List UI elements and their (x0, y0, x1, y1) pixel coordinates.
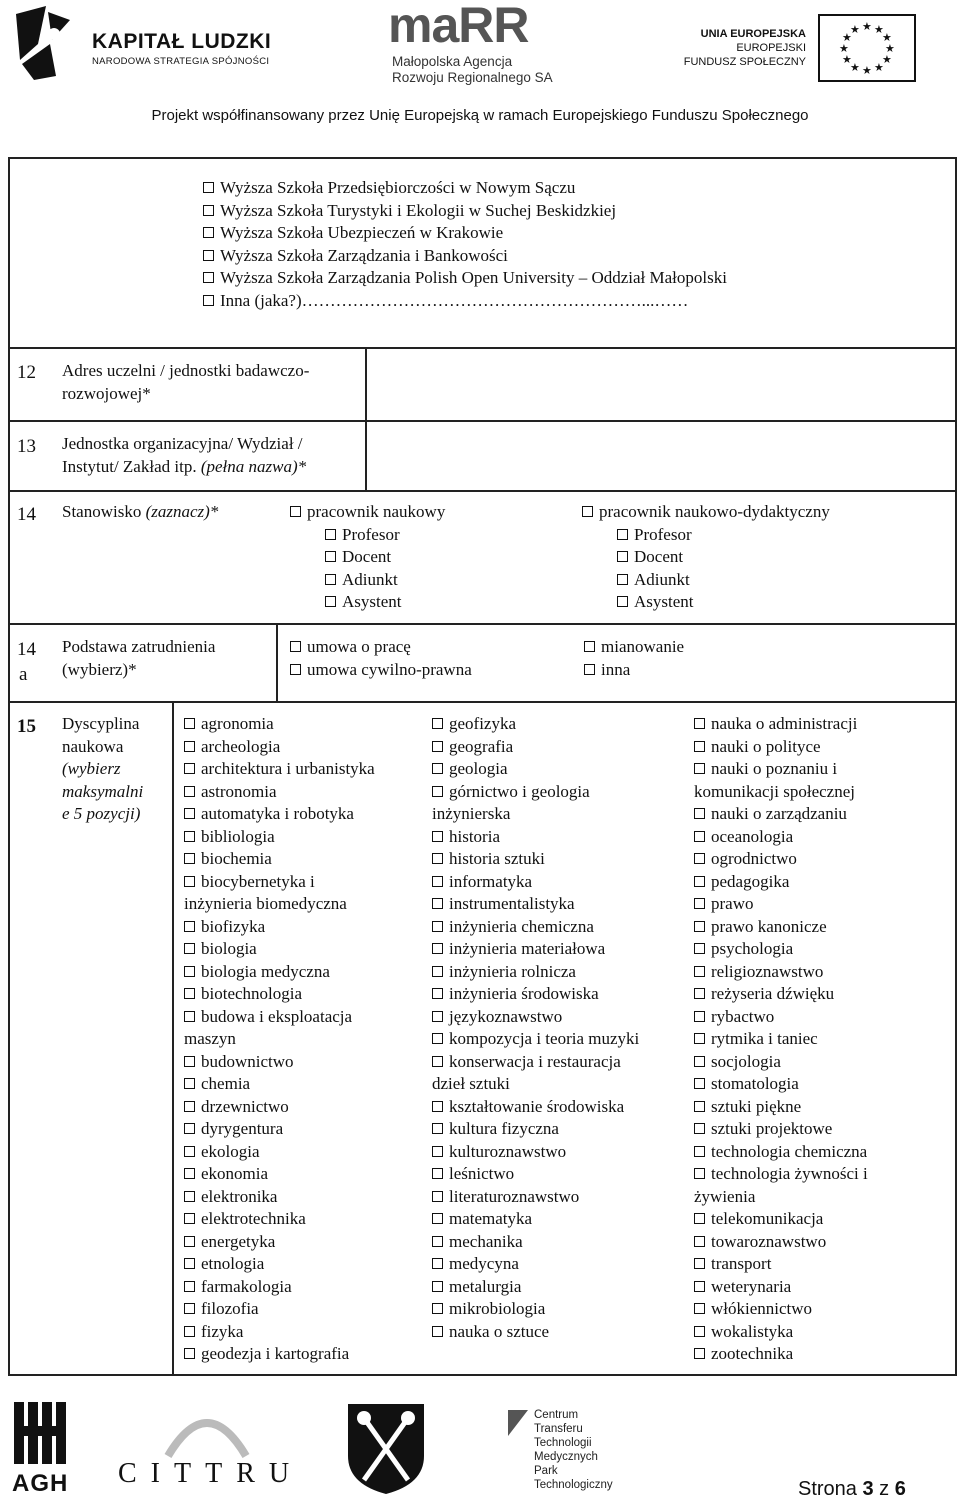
svg-text:★: ★ (842, 31, 852, 44)
discipline-column-1 (184, 713, 375, 1366)
project-note: Projekt współfinansowany przez Unię Europejską w ramach Europejskiego Funduszu Społecznego (151, 107, 809, 124)
checkbox-icon[interactable] (432, 1011, 443, 1022)
checkbox-icon[interactable] (694, 966, 705, 977)
checkbox-icon[interactable] (184, 1101, 195, 1112)
discipline-option[interactable]: nauka o sztuce (432, 1321, 639, 1344)
eu-line3: FUNDUSZ SPOŁECZNY (683, 56, 806, 68)
discipline-option[interactable]: inżynieria materiałowa (432, 938, 639, 961)
checkbox-icon[interactable] (432, 1033, 443, 1044)
row15-label: Dyscyplina naukowa (wybierz maksymalni e 5 pozycji) (62, 714, 144, 823)
checkbox-icon[interactable] (325, 596, 336, 607)
checkbox-icon[interactable] (203, 250, 214, 261)
discipline-option[interactable]: biochemia (184, 848, 375, 871)
row15-divider (172, 701, 174, 1376)
svg-text:★: ★ (842, 53, 852, 66)
jagiellonian-emblem (344, 1400, 428, 1496)
checkbox-icon[interactable] (694, 988, 705, 999)
row13-top-border (8, 420, 957, 422)
discipline-option[interactable]: biocybernetyka i (184, 871, 375, 894)
eu-flag-icon (818, 14, 916, 82)
row14a-label: Podstawa zatrudnienia (wybierz)* (62, 637, 216, 679)
discipline-option[interactable]: socjologia (694, 1051, 868, 1074)
checkbox-icon[interactable] (203, 272, 214, 283)
checkbox-icon[interactable] (584, 641, 595, 652)
discipline-option[interactable]: architektura i urbanistyka (184, 758, 375, 781)
discipline-option[interactable]: konserwacja i restauracja (432, 1051, 639, 1074)
checkbox-icon[interactable] (432, 1213, 443, 1224)
checkbox-icon[interactable] (432, 831, 443, 842)
checkbox-icon[interactable] (432, 853, 443, 864)
checkbox-icon[interactable] (694, 763, 705, 774)
checkbox-icon[interactable] (432, 966, 443, 977)
eu-line1: UNIA EUROPEJSKA (700, 28, 806, 40)
kapital-ludzki-logo (8, 4, 278, 82)
cittru-arc-icon (162, 1400, 252, 1460)
checkbox-icon[interactable] (432, 1326, 443, 1337)
employment-contract[interactable]: umowa o pracę (290, 636, 472, 659)
discipline-option[interactable]: biologia medyczna (184, 961, 375, 984)
discipline-option[interactable]: sztuki projektowe (694, 1118, 868, 1141)
discipline-option[interactable]: prawo (694, 893, 868, 916)
checkbox-icon[interactable] (184, 1123, 195, 1134)
position-didactic-professor[interactable]: Profesor (582, 524, 830, 547)
discipline-option[interactable]: chemia (184, 1073, 375, 1096)
discipline-option[interactable]: budownictwo (184, 1051, 375, 1074)
discipline-option[interactable]: zootechnika (694, 1343, 868, 1366)
marr-line1: Małopolska Agencja (392, 54, 513, 69)
discipline-option[interactable]: dyrygentura (184, 1118, 375, 1141)
discipline-option[interactable]: technologia chemiczna (694, 1141, 868, 1164)
checkbox-icon[interactable] (694, 718, 705, 729)
discipline-option[interactable]: filozofia (184, 1298, 375, 1321)
position-research-adiunkt[interactable]: Adiunkt (290, 569, 445, 592)
discipline-option[interactable]: geofizyka (432, 713, 639, 736)
checkbox-icon[interactable] (694, 921, 705, 932)
checkbox-icon[interactable] (694, 1281, 705, 1292)
checkbox-icon[interactable] (184, 876, 195, 887)
discipline-option[interactable]: górnictwo i geologia (432, 781, 639, 804)
checkbox-icon[interactable] (184, 1056, 195, 1067)
checkbox-icon[interactable] (617, 551, 628, 562)
checkbox-icon[interactable] (694, 1101, 705, 1112)
checkbox-icon[interactable] (694, 876, 705, 887)
checkbox-icon[interactable] (694, 1123, 705, 1134)
checkbox-icon[interactable] (694, 1168, 705, 1179)
row12-top-border (8, 347, 957, 349)
svg-text:★: ★ (850, 61, 860, 74)
checkbox-icon[interactable] (694, 1056, 705, 1067)
checkbox-icon[interactable] (694, 1326, 705, 1337)
marr-line2: Rozwoju Regionalnego SA (392, 70, 553, 85)
checkbox-icon[interactable] (290, 641, 301, 652)
table-left-border (8, 157, 10, 1376)
checkbox-icon[interactable] (694, 1011, 705, 1022)
checkbox-icon[interactable] (184, 718, 195, 729)
position-research-asystent[interactable]: Asystent (290, 591, 445, 614)
checkbox-icon[interactable] (432, 898, 443, 909)
universities-list (203, 177, 727, 312)
discipline-option[interactable]: bibliologia (184, 826, 375, 849)
discipline-option[interactable]: rybactwo (694, 1006, 868, 1029)
discipline-option[interactable]: metalurgia (432, 1276, 639, 1299)
discipline-option[interactable]: archeologia (184, 736, 375, 759)
checkbox-icon[interactable] (694, 853, 705, 864)
position-didactic-docent[interactable]: Docent (582, 546, 830, 569)
cittru-logo (118, 1400, 304, 1492)
discipline-option[interactable]: matematyka (432, 1208, 639, 1231)
discipline-option[interactable]: etnologia (184, 1253, 375, 1276)
employment-basis-col2 (584, 636, 684, 681)
checkbox-icon[interactable] (694, 808, 705, 819)
discipline-option[interactable]: językoznawstwo (432, 1006, 639, 1029)
position-didactic[interactable]: pracownik naukowo-dydaktyczny (582, 501, 830, 524)
discipline-option[interactable]: wokalistyka (694, 1321, 868, 1344)
eu-logo (672, 14, 916, 84)
discipline-option[interactable]: informatyka (432, 871, 639, 894)
university-option[interactable]: Wyższa Szkoła Zarządzania Polish Open University – Oddział Małopolski (203, 267, 727, 290)
discipline-option[interactable]: biologia (184, 938, 375, 961)
discipline-option[interactable]: sztuki piękne (694, 1096, 868, 1119)
row14a-number: 14 a (17, 639, 36, 685)
discipline-option[interactable]: nauki o zarządzaniu (694, 803, 868, 826)
kapital-ludzki-subtitle: NARODOWA STRATEGIA SPÓJNOŚCI (92, 56, 270, 67)
discipline-option[interactable]: fizyka (184, 1321, 375, 1344)
discipline-option-continuation: żywienia (694, 1186, 756, 1206)
row15-top-border (8, 701, 957, 703)
discipline-option[interactable]: historia (432, 826, 639, 849)
checkbox-icon[interactable] (290, 506, 301, 517)
discipline-option[interactable]: telekomunikacja (694, 1208, 868, 1231)
discipline-option[interactable]: kulturoznawstwo (432, 1141, 639, 1164)
checkbox-icon[interactable] (617, 596, 628, 607)
svg-text:★: ★ (839, 42, 849, 55)
row12-number: 12 (17, 362, 36, 383)
checkbox-icon[interactable] (432, 1146, 443, 1157)
row14a-top-border (8, 623, 957, 625)
university-option[interactable]: Wyższa Szkoła Zarządzania i Bankowości (203, 245, 727, 268)
page-number: Strona 3 z 6 (798, 1478, 906, 1500)
ctt-mark-icon (506, 1408, 530, 1438)
discipline-option[interactable]: włókiennictwo (694, 1298, 868, 1321)
checkbox-icon[interactable] (432, 1056, 443, 1067)
checkbox-icon[interactable] (203, 205, 214, 216)
checkbox-icon[interactable] (184, 741, 195, 752)
checkbox-icon[interactable] (432, 1281, 443, 1292)
employment-basis-col1 (290, 636, 472, 681)
checkbox-icon[interactable] (432, 921, 443, 932)
checkbox-icon[interactable] (184, 831, 195, 842)
discipline-option[interactable]: drzewnictwo (184, 1096, 375, 1119)
checkbox-icon[interactable] (325, 551, 336, 562)
employment-civil-contract[interactable]: umowa cywilno-prawna (290, 659, 472, 682)
discipline-option[interactable]: weterynaria (694, 1276, 868, 1299)
checkbox-icon[interactable] (184, 1236, 195, 1247)
checkbox-icon[interactable] (325, 529, 336, 540)
discipline-option[interactable]: rytmika i taniec (694, 1028, 868, 1051)
checkbox-icon[interactable] (582, 506, 593, 517)
checkbox-icon[interactable] (694, 741, 705, 752)
checkbox-icon[interactable] (432, 1236, 443, 1247)
checkbox-icon[interactable] (432, 1101, 443, 1112)
position-group-didactic (582, 501, 830, 614)
kapital-ludzki-emblem-icon (8, 4, 86, 82)
row14-number: 14 (17, 504, 36, 525)
university-option[interactable]: Wyższa Szkoła Turystyki i Ekologii w Suchej Beskidzkiej (203, 200, 727, 223)
discipline-option[interactable]: medycyna (432, 1253, 639, 1276)
checkbox-icon[interactable] (694, 831, 705, 842)
checkbox-icon[interactable] (694, 1303, 705, 1314)
discipline-option[interactable]: elektrotechnika (184, 1208, 375, 1231)
discipline-option[interactable]: oceanologia (694, 826, 868, 849)
discipline-option[interactable]: elektronika (184, 1186, 375, 1209)
table-top-border (8, 157, 957, 159)
discipline-option[interactable]: prawo kanonicze (694, 916, 868, 939)
checkbox-icon[interactable] (432, 876, 443, 887)
checkbox-icon[interactable] (184, 943, 195, 954)
position-research-professor[interactable]: Profesor (290, 524, 445, 547)
discipline-option[interactable]: energetyka (184, 1231, 375, 1254)
checkbox-icon[interactable] (184, 1168, 195, 1179)
eu-line2: EUROPEJSKI (736, 42, 806, 54)
checkbox-icon[interactable] (432, 763, 443, 774)
discipline-option[interactable]: geologia (432, 758, 639, 781)
discipline-option[interactable]: geografia (432, 736, 639, 759)
checkbox-icon[interactable] (203, 295, 214, 306)
checkbox-icon[interactable] (584, 664, 595, 675)
discipline-option[interactable]: budowa i eksploatacja (184, 1006, 375, 1029)
checkbox-icon[interactable] (184, 808, 195, 819)
position-didactic-asystent[interactable]: Asystent (582, 591, 830, 614)
svg-text:★: ★ (882, 31, 892, 44)
discipline-option-continuation: maszyn (184, 1029, 236, 1048)
checkbox-icon[interactable] (694, 1348, 705, 1359)
checkbox-icon[interactable] (432, 1258, 443, 1269)
ctt-text: Centrum Transferu Technologii Medycznych Park Technologiczny (534, 1409, 613, 1491)
marr-logo (388, 0, 588, 86)
discipline-option[interactable]: ekonomia (184, 1163, 375, 1186)
checkbox-icon[interactable] (184, 1213, 195, 1224)
checkbox-icon[interactable] (432, 943, 443, 954)
checkbox-icon[interactable] (184, 853, 195, 864)
checkbox-icon[interactable] (325, 574, 336, 585)
discipline-option[interactable]: nauka o administracji (694, 713, 868, 736)
checkbox-icon[interactable] (694, 1236, 705, 1247)
row13-label: Jednostka organizacyjna/ Wydział / Instytut/ Zakład itp. (pełna nazwa)* (62, 434, 307, 476)
discipline-option[interactable]: psychologia (694, 938, 868, 961)
discipline-option[interactable]: ogrodnictwo (694, 848, 868, 871)
discipline-option[interactable]: biofizyka (184, 916, 375, 939)
discipline-option[interactable]: transport (694, 1253, 868, 1276)
discipline-option[interactable]: stomatologia (694, 1073, 868, 1096)
crossed-scepters-icon (344, 1400, 428, 1496)
discipline-option[interactable]: kompozycja i teoria muzyki (432, 1028, 639, 1051)
svg-text:★: ★ (862, 20, 872, 33)
discipline-option[interactable]: mikrobiologia (432, 1298, 639, 1321)
checkbox-icon[interactable] (184, 1348, 195, 1359)
checkbox-icon[interactable] (694, 1078, 705, 1089)
row13-input[interactable] (368, 423, 954, 489)
discipline-option[interactable]: kultura fizyczna (432, 1118, 639, 1141)
checkbox-icon[interactable] (694, 1213, 705, 1224)
discipline-option-continuation: inżynieria biomedyczna (184, 894, 347, 913)
svg-text:★: ★ (874, 61, 884, 74)
discipline-option[interactable]: biotechnologia (184, 983, 375, 1006)
table-right-border (955, 157, 957, 1376)
agh-emblem-icon (12, 1402, 72, 1466)
row13-number: 13 (17, 436, 36, 457)
discipline-column-2 (432, 713, 639, 1343)
discipline-option[interactable]: literaturoznawstwo (432, 1186, 639, 1209)
checkbox-icon[interactable] (432, 1191, 443, 1202)
checkbox-icon[interactable] (432, 741, 443, 752)
discipline-option[interactable]: ekologia (184, 1141, 375, 1164)
checkbox-icon[interactable] (432, 1123, 443, 1134)
checkbox-icon[interactable] (184, 1326, 195, 1337)
university-option[interactable]: Wyższa Szkoła Ubezpieczeń w Krakowie (203, 222, 727, 245)
discipline-option[interactable]: towaroznawstwo (694, 1231, 868, 1254)
checkbox-icon[interactable] (184, 1281, 195, 1292)
row12-13-divider (365, 347, 367, 492)
discipline-option[interactable]: mechanika (432, 1231, 639, 1254)
position-didactic-adiunkt[interactable]: Adiunkt (582, 569, 830, 592)
svg-text:★: ★ (850, 23, 860, 36)
marr-wordmark: maRR (388, 0, 529, 53)
discipline-option[interactable]: leśnictwo (432, 1163, 639, 1186)
row12-input[interactable] (368, 350, 954, 419)
checkbox-icon[interactable] (184, 1011, 195, 1022)
checkbox-icon[interactable] (432, 1168, 443, 1179)
discipline-column-3 (694, 713, 868, 1366)
row12-label: Adres uczelni / jednostki badawczo- rozwojowej* (62, 361, 310, 403)
checkbox-icon[interactable] (184, 1258, 195, 1269)
agh-text: AGH (12, 1470, 69, 1497)
discipline-option[interactable]: automatyka i robotyka (184, 803, 375, 826)
checkbox-icon[interactable] (184, 1078, 195, 1089)
position-group-research (290, 501, 445, 614)
checkbox-icon[interactable] (203, 182, 214, 193)
svg-text:★: ★ (862, 64, 872, 77)
employment-appointment[interactable]: mianowanie (584, 636, 684, 659)
checkbox-icon[interactable] (694, 1258, 705, 1269)
employment-other[interactable]: inna (584, 659, 684, 682)
discipline-option[interactable]: agronomia (184, 713, 375, 736)
checkbox-icon[interactable] (184, 1146, 195, 1157)
checkbox-icon[interactable] (432, 988, 443, 999)
checkbox-icon[interactable] (694, 1146, 705, 1157)
kapital-ludzki-title: KAPITAŁ LUDZKI (92, 30, 272, 53)
discipline-option[interactable]: technologia żywności i (694, 1163, 868, 1186)
discipline-option[interactable]: reżyseria dźwięku (694, 983, 868, 1006)
checkbox-icon[interactable] (694, 943, 705, 954)
cittru-text: CITTRU (118, 1458, 304, 1489)
ctt-logo (506, 1400, 646, 1496)
discipline-option[interactable]: historia sztuki (432, 848, 639, 871)
checkbox-icon[interactable] (203, 227, 214, 238)
discipline-option[interactable]: inżynieria chemiczna (432, 916, 639, 939)
table-bottom-border (8, 1374, 957, 1376)
university-option[interactable]: Wyższa Szkoła Przedsiębiorczości w Nowym Sączu (203, 177, 727, 200)
discipline-option[interactable]: nauki o polityce (694, 736, 868, 759)
checkbox-icon[interactable] (290, 664, 301, 675)
discipline-option[interactable]: geodezja i kartografia (184, 1343, 375, 1366)
discipline-option[interactable]: inżynieria rolnicza (432, 961, 639, 984)
checkbox-icon[interactable] (184, 966, 195, 977)
discipline-option[interactable]: farmakologia (184, 1276, 375, 1299)
checkbox-icon[interactable] (184, 921, 195, 932)
discipline-option[interactable]: instrumentalistyka (432, 893, 639, 916)
discipline-option[interactable]: religioznawstwo (694, 961, 868, 984)
discipline-option-continuation: dzieł sztuki (432, 1074, 510, 1093)
checkbox-icon[interactable] (184, 1303, 195, 1314)
row14a-divider (276, 623, 278, 703)
checkbox-icon[interactable] (432, 718, 443, 729)
checkbox-icon[interactable] (184, 763, 195, 774)
discipline-option[interactable]: kształtowanie środowiska (432, 1096, 639, 1119)
checkbox-icon[interactable] (617, 574, 628, 585)
row15-number: 15 (17, 716, 36, 737)
discipline-option[interactable]: astronomia (184, 781, 375, 804)
row14-label: Stanowisko (zaznacz)* (62, 502, 219, 521)
checkbox-icon[interactable] (184, 1191, 195, 1202)
discipline-option-continuation: inżynierska (432, 804, 511, 823)
discipline-option[interactable]: inżynieria środowiska (432, 983, 639, 1006)
svg-text:★: ★ (874, 23, 884, 36)
discipline-option[interactable]: pedagogika (694, 871, 868, 894)
checkbox-icon[interactable] (617, 529, 628, 540)
checkbox-icon[interactable] (432, 786, 443, 797)
svg-text:★: ★ (882, 53, 892, 66)
checkbox-icon[interactable] (694, 898, 705, 909)
university-option-other[interactable]: Inna (jaka?)……………………………………………………...…… (203, 290, 727, 313)
checkbox-icon[interactable] (184, 786, 195, 797)
position-research-docent[interactable]: Docent (290, 546, 445, 569)
checkbox-icon[interactable] (432, 1303, 443, 1314)
agh-logo (12, 1402, 72, 1498)
checkbox-icon[interactable] (184, 988, 195, 999)
checkbox-icon[interactable] (694, 1033, 705, 1044)
discipline-option-continuation: komunikacji społecznej (694, 781, 855, 801)
svg-text:★: ★ (885, 42, 895, 55)
row14-top-border (8, 490, 957, 492)
position-research[interactable]: pracownik naukowy (290, 501, 445, 524)
discipline-option[interactable]: nauki o poznaniu i (694, 758, 868, 781)
